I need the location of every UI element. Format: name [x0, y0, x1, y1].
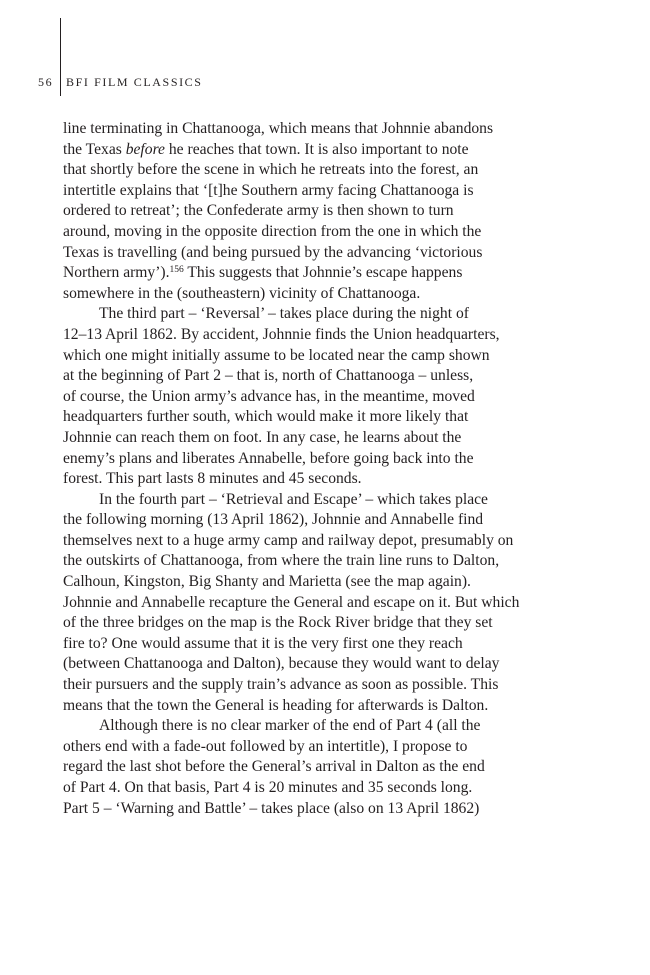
text-line: 12–13 April 1862. By accident, Johnnie finds the Union headquarters, — [63, 325, 500, 343]
text-line: headquarters further south, which would make it more likely that — [63, 408, 469, 426]
text-line: which one might initially assume to be located near the camp shown — [63, 346, 490, 364]
text-run: the Texas — [63, 140, 126, 158]
text-run: This suggests that Johnnie’s escape happens — [183, 264, 463, 282]
text-line: Part 5 – ‘Warning and Battle’ – takes place (also on 13 April 1862) — [63, 799, 480, 817]
text-line: intertitle explains that ‘[t]he Southern army facing Chattanooga is — [63, 181, 474, 199]
text-line: somewhere in the (southeastern) vicinity of Chattanooga. — [63, 284, 421, 302]
text-line: around, moving in the opposite direction from the one in which the — [63, 222, 482, 240]
text-line: line terminating in Chattanooga, which means that Johnnie abandons — [63, 120, 494, 137]
text-line: the following morning (13 April 1862), Johnnie and Annabelle find — [63, 511, 484, 529]
text-line: of course, the Union army’s advance has, in the meantime, moved — [63, 387, 475, 405]
text-line: forest. This part lasts 8 minutes and 45 seconds. — [63, 470, 362, 488]
text-line: Johnnie can reach them on foot. In any case, he learns about the — [63, 428, 462, 446]
text-line: the outskirts of Chattanooga, from where the train line runs to Dalton, — [63, 552, 500, 570]
text-line: themselves next to a huge army camp and railway depot, presumably on — [63, 531, 514, 549]
text-line: of the three bridges on the map is the Rock River bridge that they set — [63, 614, 493, 632]
text-line — [63, 140, 533, 161]
text-line: regard the last shot before the General’s arrival in Dalton as the end — [63, 758, 485, 776]
body-text — [63, 119, 533, 819]
text-run: Northern army’). — [63, 264, 170, 282]
series-title: BFI FILM CLASSICS — [66, 75, 203, 89]
text-line: ordered to retreat’; the Confederate army is then shown to turn — [63, 202, 454, 220]
text-line: Texas is travelling (and being pursued by the advancing ‘victorious — [63, 243, 483, 261]
text-line: their pursuers and the supply train’s advance as soon as possible. This — [63, 676, 499, 694]
text-line: enemy’s plans and liberates Annabelle, before going back into the — [63, 449, 474, 467]
text-line: Although there is no clear marker of the end of Part 4 (all the — [99, 717, 481, 735]
text-line: means that the town the General is heading for afterwards is Dalton. — [63, 696, 489, 714]
text-line: that shortly before the scene in which he retreats into the forest, an — [63, 161, 479, 179]
text-line — [63, 263, 533, 284]
text-line: fire to? One would assume that it is the very first one they reach — [63, 634, 463, 652]
running-head — [38, 74, 203, 90]
emphasis-text: before — [125, 140, 165, 158]
text-line: others end with a fade-out followed by an intertitle), I propose to — [63, 737, 468, 755]
text-line: Calhoun, Kingston, Big Shanty and Marietta (see the map again). — [63, 573, 471, 591]
text-line: of Part 4. On that basis, Part 4 is 20 minutes and 35 seconds long. — [63, 779, 473, 796]
text-run: he reaches that town. It is also important to note — [164, 140, 469, 158]
text-line: Johnnie and Annabelle recapture the General and escape on it. But which — [63, 593, 520, 611]
page-number: 56 — [38, 75, 54, 89]
text-line: (between Chattanooga and Dalton), because they would want to delay — [63, 655, 500, 673]
text-line: at the beginning of Part 2 – that is, north of Chattanooga – unless, — [63, 367, 474, 385]
text-line: The third part – ‘Reversal’ – takes place during the night of — [99, 305, 469, 323]
footnote-reference[interactable]: 156 — [169, 265, 184, 276]
text-line: In the fourth part – ‘Retrieval and Escape’ – which takes place — [99, 490, 488, 508]
